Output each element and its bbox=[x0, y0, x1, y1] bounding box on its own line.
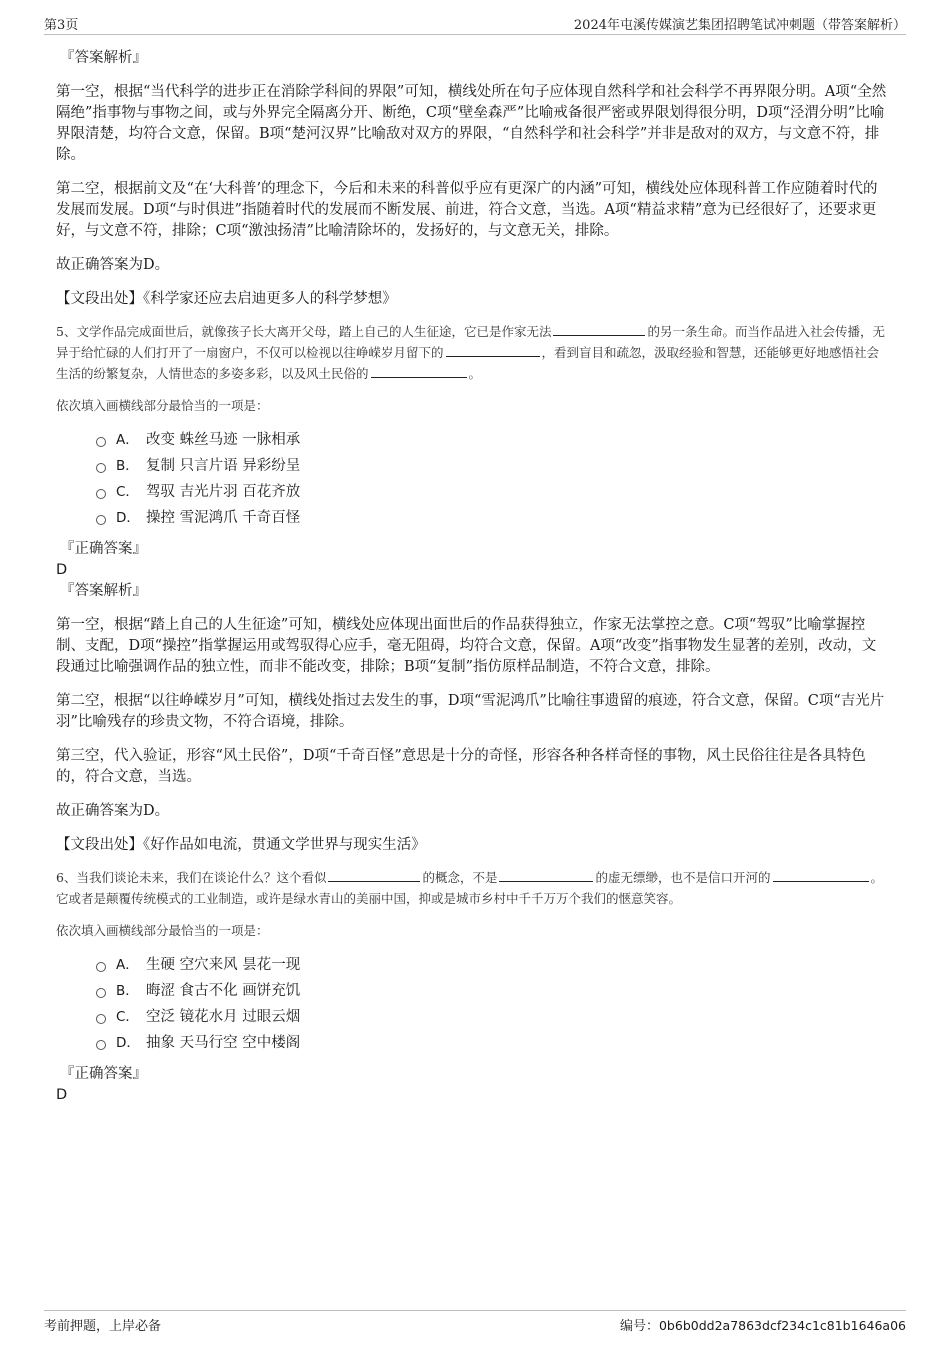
q6-blank-2 bbox=[499, 867, 593, 882]
page-footer bbox=[44, 1310, 906, 1333]
radio-icon[interactable] bbox=[96, 962, 106, 972]
page-number: 第3页 bbox=[44, 18, 79, 33]
q6-blank-1 bbox=[328, 867, 420, 882]
footer-slogan: 考前押题，上岸必备 bbox=[44, 1319, 162, 1334]
q5-conclusion: 故正确答案为D。 bbox=[56, 803, 170, 819]
q6-instruction: 依次填入画横线部分最恰当的一项是： bbox=[56, 923, 269, 938]
q5-option-a[interactable]: A． 改变 蛛丝马迹 一脉相承 bbox=[96, 427, 890, 453]
q4-analysis-label: 『答案解析』 bbox=[60, 50, 147, 66]
q5-option-c[interactable]: C． 驾驭 吉光片羽 百花齐放 bbox=[96, 479, 890, 505]
radio-icon[interactable] bbox=[96, 463, 106, 473]
q6-options bbox=[96, 952, 890, 1056]
q6-option-a[interactable]: A． 生硬 空穴来风 昙花一现 bbox=[96, 952, 890, 978]
q6-answer-label: 『正确答案』 bbox=[60, 1066, 147, 1082]
radio-icon[interactable] bbox=[96, 489, 106, 499]
q6-stem-part-a: 6、当我们谈论未来，我们在谈论什么？这个看似 bbox=[56, 870, 327, 885]
q5-answer-label: 『正确答案』 bbox=[60, 541, 147, 557]
q5-source: 【文段出处】《好作品如电流，贯通文学世界与现实生活》 bbox=[56, 837, 426, 853]
q5-blank-2 bbox=[446, 342, 540, 357]
footer-code-label: 编号： bbox=[619, 1319, 659, 1334]
q5-analysis-p2: 第二空，根据“以往峥嵘岁月”可知，横线处指过去发生的事，D项“雪泥鸿爪”比喻往事遗留的痕迹，符合文意，保留。C项“吉光片羽”比喻残存的珍贵文物，不符合语境，排除。 bbox=[56, 693, 885, 730]
q5-analysis-p1: 第一空，根据“踏上自己的人生征途”可知，横线处应体现出面世后的作品获得独立，作家无法掌控之意。C项“驾驭”比喻掌握控制、支配，D项“操控”指掌握运用或驾驭得心应手，毫无阻碍，均符合文意，保留。A项“改变”指事物发生显著的差别，改动，文段通过比喻强调作品的独立性，而非不能改变，排除；B项“复制”指仿原样品制造，不符合文意，排除。 bbox=[56, 617, 877, 675]
q4-analysis-p2: 第二空，根据前文及“在‘大科普’的理念下，今后和未来的科普似乎应有更深广的内涵”可知，横线处应体现科普工作应随着时代的发展而发展。D项“与时俱进”指随着时代的发展而不断发展、前进，符合文意，当选。A项“精益求精”意为已经很好了，还要求更好，与文意不符，排除；C项“激浊扬清”比喻清除坏的，发扬好的，与文意无关，排除。 bbox=[56, 181, 878, 239]
q6-option-b[interactable]: B． 晦涩 食古不化 画饼充饥 bbox=[96, 978, 890, 1004]
q6-stem-part-c: 的虚无缥缈，也不是信口开河的 bbox=[595, 870, 771, 885]
q6-blank-3 bbox=[773, 867, 869, 882]
radio-icon[interactable] bbox=[96, 515, 106, 525]
radio-icon[interactable] bbox=[96, 1040, 106, 1050]
page-header bbox=[44, 14, 906, 35]
q5-options bbox=[96, 427, 890, 531]
q6-stem-part-d: 。它或者是颠覆传统模式的工业制造，或许是绿水青山的美丽中国，抑或是城市乡村中千千万万个我们的惬意笑容。 bbox=[56, 870, 884, 906]
q6-stem-part-b: 的概念，不是 bbox=[422, 870, 498, 885]
q5-stem-part-c: ，看到盲目和疏忽，汲取经验和智慧，还能够更好地感悟社会生活的纷繁复杂，人情世态的多姿多彩，以及风土民俗的 bbox=[56, 345, 880, 381]
q5-instruction: 依次填入画横线部分最恰当的一项是： bbox=[56, 398, 269, 413]
footer-code-value: 0b6b0dd2a7863dcf234c1c81b1646a06 bbox=[658, 1318, 906, 1333]
document-title: 2024年屯溪传媒演艺集团招聘笔试冲刺题（带答案解析） bbox=[573, 18, 906, 33]
footer-code bbox=[620, 1315, 906, 1334]
radio-icon[interactable] bbox=[96, 988, 106, 998]
q4-analysis-p1: 第一空，根据“当代科学的进步正在消除学科间的界限”可知，横线处所在句子应体现自然科学和社会科学不再界限分明。A项“全然隔绝”指事物与事物之间，或与外界完全隔离分开、断绝，C项“壁垒森严”比喻戒备很严密或界限划得很分明，D项“泾渭分明”比喻界限清楚，均符合文意，保留。B项“楚河汉界”比喻敌对双方的界限，“自然科学和社会科学”并非是敌对的双方，与文意不符，排除。 bbox=[56, 84, 887, 163]
radio-icon[interactable] bbox=[96, 1014, 106, 1024]
q5-stem bbox=[56, 321, 890, 384]
q5-blank-3 bbox=[371, 363, 467, 378]
q5-answer: D bbox=[56, 562, 68, 578]
q5-blank-1 bbox=[553, 321, 645, 336]
q5-stem-part-d: 。 bbox=[468, 366, 482, 381]
q5-stem-part-a: 5、文学作品完成面世后，就像孩子长大离开父母，踏上自己的人生征途，它已是作家无法 bbox=[56, 324, 552, 339]
q5-stem-part-b: 的另一条生命。而当作品进入社会传播，无异于给忙碌的人们打开了一扇窗户，不仅可以检视以往峥嵘岁月留下的 bbox=[56, 324, 885, 360]
q5-option-d[interactable]: D． 操控 雪泥鸿爪 千奇百怪 bbox=[96, 505, 890, 531]
q6-option-c[interactable]: C． 空泛 镜花水月 过眼云烟 bbox=[96, 1004, 890, 1030]
q5-analysis-p3: 第三空，代入验证，形容“风土民俗”，D项“千奇百怪”意思是十分的奇怪，形容各种各样奇怪的事物，风土民俗往往是各具特色的，符合文意，当选。 bbox=[56, 748, 866, 785]
q6-answer: D bbox=[56, 1087, 68, 1103]
q6-stem bbox=[56, 867, 890, 909]
q5-analysis-label: 『答案解析』 bbox=[60, 583, 147, 599]
q6-option-d[interactable]: D． 抽象 天马行空 空中楼阁 bbox=[96, 1030, 890, 1056]
q4-conclusion: 故正确答案为D。 bbox=[56, 257, 170, 273]
q4-source: 【文段出处】《科学家还应去启迪更多人的科学梦想》 bbox=[56, 291, 397, 307]
page-content bbox=[56, 48, 890, 1106]
radio-icon[interactable] bbox=[96, 437, 106, 447]
q5-option-b[interactable]: B． 复制 只言片语 异彩纷呈 bbox=[96, 453, 890, 479]
